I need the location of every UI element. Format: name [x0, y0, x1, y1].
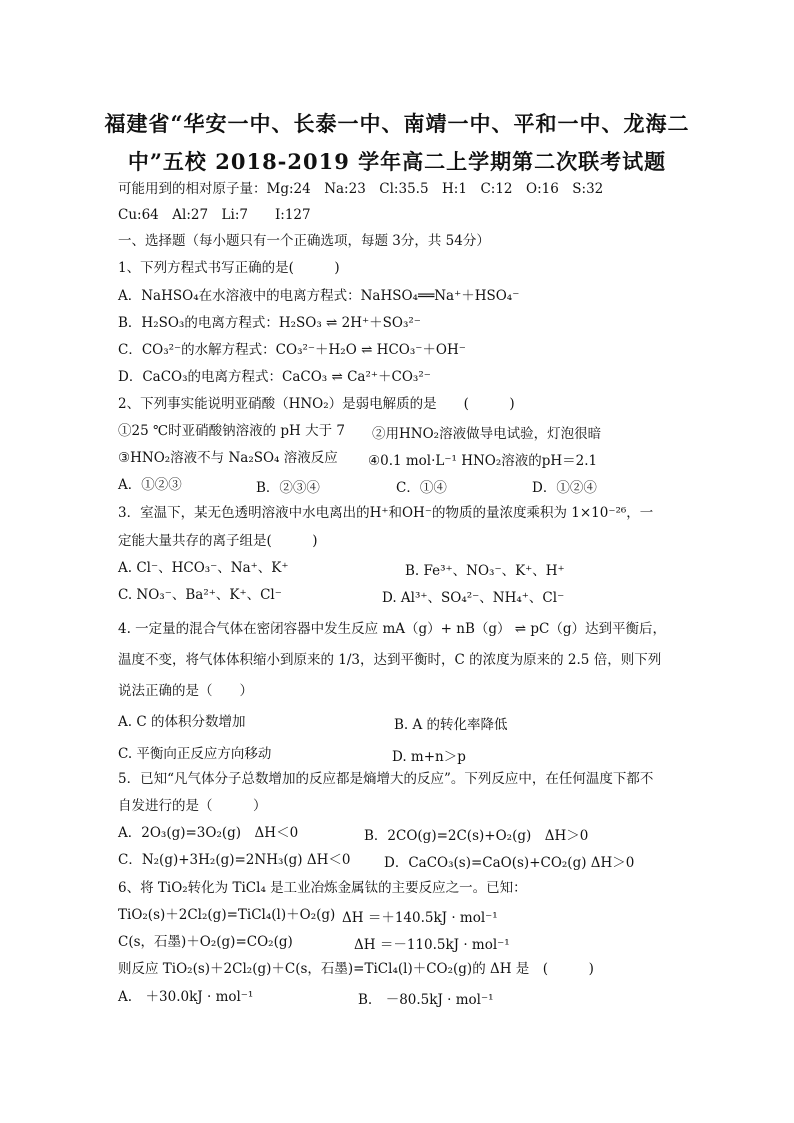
q1-stem: 1、下列方程式书写正确的是( ) — [118, 260, 340, 276]
atomic-masses-line1: 可能用到的相对原子量：Mg:24 Na:23 Cl:35.5 H:1 C:12 O:16 S:32 — [118, 181, 604, 197]
q4-stem-line2: 温度不变，将气体体积缩小到原来的 1/3，达到平衡时，C 的浓度为原来的 2.5 倍，则下列 — [118, 652, 662, 668]
q2-option-d: D．①②④ — [532, 480, 597, 496]
q1-option-c: C．CO₃²⁻的水解方程式：CO₃²⁻＋H₂O ⇌ HCO₃⁻＋OH⁻ — [118, 342, 466, 358]
atomic-masses-line2: Cu:64 Al:27 Li:7 I:127 — [118, 207, 311, 223]
q1-option-d: D．CaCO₃的电离方程式：CaCO₃ ⇌ Ca²⁺＋CO₃²⁻ — [118, 369, 431, 385]
q4-stem-line3: 说法正确的是（ ） — [118, 683, 253, 699]
q5-option-c: C．N₂(g)+3H₂(g)=2NH₃(g) ΔH＜0 — [118, 852, 351, 868]
q6-question: 则反应 TiO₂(s)＋2Cl₂(g)＋C(s，石墨)=TiCl₄(l)＋CO₂(g)的 ΔH 是 ( ) — [118, 961, 594, 977]
q3-option-d: D. Al³⁺、SO₄²⁻、NH₄⁺、Cl⁻ — [382, 590, 565, 606]
q2-option-c: C．①④ — [396, 480, 447, 496]
q5-stem-line1: 5．已知“凡气体分子总数增加的反应都是熵增大的反应”。下列反应中，在任何温度下都不 — [118, 771, 654, 787]
q1-option-b: B．H₂SO₃的电离方程式：H₂SO₃ ⇌ 2H⁺＋SO₃²⁻ — [118, 315, 421, 331]
q5-option-b: B．2CO(g)=2C(s)+O₂(g) ΔH＞0 — [364, 828, 589, 844]
q3-stem-line1: 3．室温下，某无色透明溶液中水电离出的H⁺和OH⁻的物质的量浓度乘积为 1×10⁻²⁶，一 — [118, 505, 654, 521]
q4-option-c: C. 平衡向正反应方向移动 — [118, 746, 272, 762]
section-heading: 一、选择题（每小题只有一个正确选项，每题 3分，共 54分） — [118, 233, 490, 249]
q3-option-a: A. Cl⁻、HCO₃⁻、Na⁺、K⁺ — [118, 560, 289, 576]
page-title-line1: 福建省“华安一中、长泰一中、南靖一中、平和一中、龙海二 — [104, 111, 690, 136]
q5-option-a: A．2O₃(g)=3O₂(g) ΔH＜0 — [118, 825, 299, 841]
q4-option-b: B. A 的转化率降低 — [394, 717, 508, 733]
q4-option-d: D. m+n＞p — [392, 749, 466, 765]
q6-enthalpy-1: ΔH ＝＋140.5kJ · mol⁻¹ — [342, 910, 498, 926]
q6-stem: 6、将 TiO₂转化为 TiCl₄ 是工业冶炼金属钛的主要反应之一。已知： — [118, 880, 527, 896]
q3-option-b: B. Fe³⁺、NO₃⁻、K⁺、H⁺ — [405, 563, 565, 579]
q6-option-a: A. ＋30.0kJ · mol⁻¹ — [118, 989, 254, 1005]
q5-stem-line2: 自发进行的是（ ） — [118, 798, 267, 814]
q2-statement-4: ④0.1 mol·L⁻¹ HNO₂溶液的pH＝2.1 — [368, 453, 598, 469]
q4-option-a: A. C 的体积分数增加 — [118, 714, 246, 730]
q6-enthalpy-2: ΔH ＝－110.5kJ · mol⁻¹ — [354, 937, 510, 953]
q6-option-b: B. －80.5kJ · mol⁻¹ — [358, 992, 494, 1008]
q6-equation-1: TiO₂(s)＋2Cl₂(g)=TiCl₄(l)＋O₂(g) — [118, 907, 336, 923]
q2-statement-3: ③HNO₂溶液不与 Na₂SO₄ 溶液反应 — [118, 450, 338, 466]
q3-stem-line2: 定能大量共存的离子组是( ) — [118, 533, 318, 549]
q2-option-b: B．②③④ — [256, 480, 320, 496]
q1-option-a: A．NaHSO₄在水溶液中的电离方程式：NaHSO₄══Na⁺＋HSO₄⁻ — [118, 288, 520, 304]
q5-option-d: D．CaCO₃(s)=CaO(s)+CO₂(g) ΔH＞0 — [384, 855, 635, 871]
q2-statement-2: ②用HNO₂溶液做导电试验，灯泡很暗 — [372, 426, 602, 442]
q3-option-c: C. NO₃⁻、Ba²⁺、K⁺、Cl⁻ — [118, 587, 282, 603]
q2-stem: 2、下列事实能说明亚硝酸（HNO₂）是弱电解质的是 ( ) — [118, 396, 515, 412]
q2-statement-1: ①25 ℃时亚硝酸钠溶液的 pH 大于 7 — [118, 423, 345, 439]
q2-option-a: A．①②③ — [118, 477, 182, 493]
page-title-line2: 中”五校 2018-2019 学年高二上学期第二次联考试题 — [127, 149, 667, 174]
q6-equation-2: C(s，石墨)＋O₂(g)=CO₂(g) — [118, 934, 293, 950]
q4-stem-line1: 4. 一定量的混合气体在密闭容器中发生反应 mA（g）+ nB（g） ⇌ pC（g）达到平衡后， — [118, 621, 667, 637]
